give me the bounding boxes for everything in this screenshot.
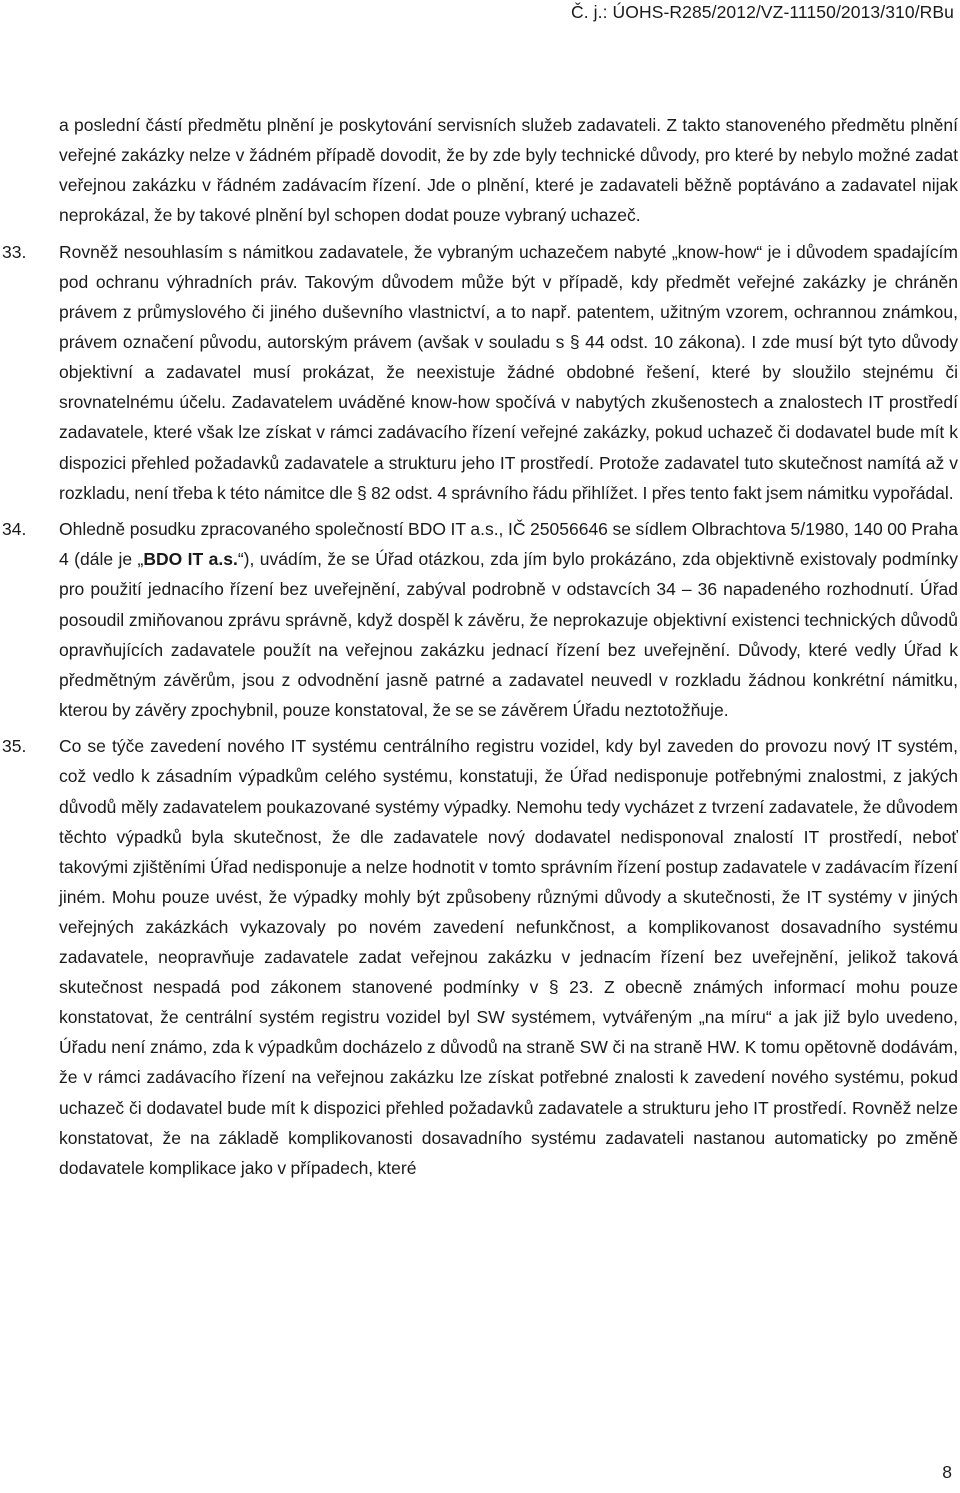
paragraph-34 [0,514,960,725]
paragraph-text: Co se týče zavedení nového IT systému centrálního registru vozidel, kdy byl zaveden do provozu nový IT systém, což vedlo k zásadním výpadkům celého systému, konstatuji, že Úřad nedisponuje potřebnými znalostmi, z jakých důvodů měly zadavatelem poukazované systémy výpadky. Nemohu tedy vycházet z tvrzení zadavatele, že důvodem těchto výpadků byla skutečnost, že dle zadavatele nový dodavatel nedisponoval znalostí IT prostředí, neboť takovými zjištěními Úřad nedisponuje a nelze hodnotit v tomto správním řízení postup zadavatele v zadávacím řízení jiném. Mohu pouze uvést, že výpadky mohly být způsobeny různými důvody a skutečnosti, že IT systémy v jiných veřejných zakázkách vykazovaly po novém zavedení nefunkčnost, a komplikovanost dosavadního systému zadavatele, neopravňuje zadavatele zadat veřejnou zakázku v jednacím řízení bez uveřejnění, jelikož taková skutečnost nespadá pod zákonem stanovené podmínky v § 23. Z obecně známých informací mohu pouze konstatovat, že centrální systém registru vozidel byl SW systémem, vytvářeným „na míru“ a jak již bylo uvedeno, Úřadu není známo, zda k výpadkům docházelo z důvodů na straně SW či na straně HW. K tomu opětovně dodávám, že v rámci zadávacího řízení na veřejnou zakázku lze získat potřebné znalosti k zavedení nového systému, pokud uchazeč či dodavatel bude mít k dispozici přehled požadavků zadavatele a strukturu jeho IT prostředí. Rovněž nelze konstatovat, že na základě komplikovanosti dosavadního systému zadavateli nastanou automaticky po změně dodavatele komplikace jako v případech, které [59,736,958,1178]
paragraph-text-after: “), uvádím, že se Úřad otázkou, zda jím bylo prokázáno, zda objektivně existovaly podmínky pro použití jednacího řízení bez uveřejnění, zabýval podrobně v odstavcích 34 – 36 napadeného rozhodnutí. Úřad posoudil zmiňovanou zprávu správně, když dospěl k závěru, že neprokazuje objektivní existenci technických důvodů opravňujících zadavatele použít na veřejnou zakázku jednací řízení bez uveřejnění. Důvody, které vedly Úřad k předmětným závěrům, jsou z odvodnění jasně patrné a zadavatel neuvedl v rozkladu žádnou konkrétní námitku, kterou by závěry zpochybnil, pouze konstatoval, že se se závěrem Úřadu neztotožňuje. [59,549,958,720]
paragraph-number: 35. [2,736,27,757]
document-body [0,110,960,1183]
defined-term-bold: BDO IT a.s. [143,549,238,570]
paragraph-33 [0,237,960,508]
paragraph-text: Rovněž nesouhlasím s námitkou zadavatele, že vybraným uchazečem nabyté „know-how“ je i důvodem spadajícím pod ochranu výhradních práv. Takovým důvodem může být v případě, kdy předmět veřejné zakázky je chráněn právem z průmyslového či jiného duševního vlastnictví, a to např. patentem, užitným vzorem, ochrannou známkou, právem označení původu, autorským právem (avšak v souladu s § 44 odst. 10 zákona). I zde musí být tyto důvody objektivní a zadavatel musí prokázat, že neexistuje žádné obdobné řešení, které by sloužilo stejnému či srovnatelnému účelu. Zadavatelem uváděné know-how spočívá v nabytých zkušenostech a znalostech IT prostředí zadavatele, které však lze získat v rámci zadávacího řízení veřejné zakázky, pokud uchazeč či dodavatel bude mít k dispozici přehled požadavků zadavatele a strukturu jeho IT prostředí. Protože zadavatel tuto skutečnost namítá až v rozkladu, není třeba k této námitce dle § 82 odst. 4 správního řádu přihlížet. I přes tento fakt jsem námitku vypořádal. [59,241,958,503]
paragraph-number: 34. [2,519,27,540]
paragraph-text [59,519,958,720]
paragraph-number: 33. [2,241,27,262]
paragraph-35 [0,731,960,1182]
paragraph-text: a poslední částí předmětu plnění je poskytování servisních služeb zadavateli. Z takto stanoveného předmětu plnění veřejné zakázky nelze v žádném případě dovodit, že by zde byly technické důvody, pro které by nebylo možné zadat veřejnou zakázku v řádném zadávacím řízení. Jde o plnění, které je zadavateli běžně poptáváno a zadavatel nijak neprokázal, že by takové plnění byl schopen dodat pouze vybraný uchazeč. [59,115,958,226]
document-reference-number: Č. j.: ÚOHS-R285/2012/VZ-11150/2013/310/RBu [570,2,954,22]
page-number: 8 [942,1462,952,1482]
paragraph-text-before: Ohledně posudku zpracovaného společností BDO IT a.s., IČ 25056646 se sídlem Olbrachtova 5/1980, 140 00 Praha 4 (dále je „ [59,519,958,570]
intro-paragraph [0,110,960,230]
